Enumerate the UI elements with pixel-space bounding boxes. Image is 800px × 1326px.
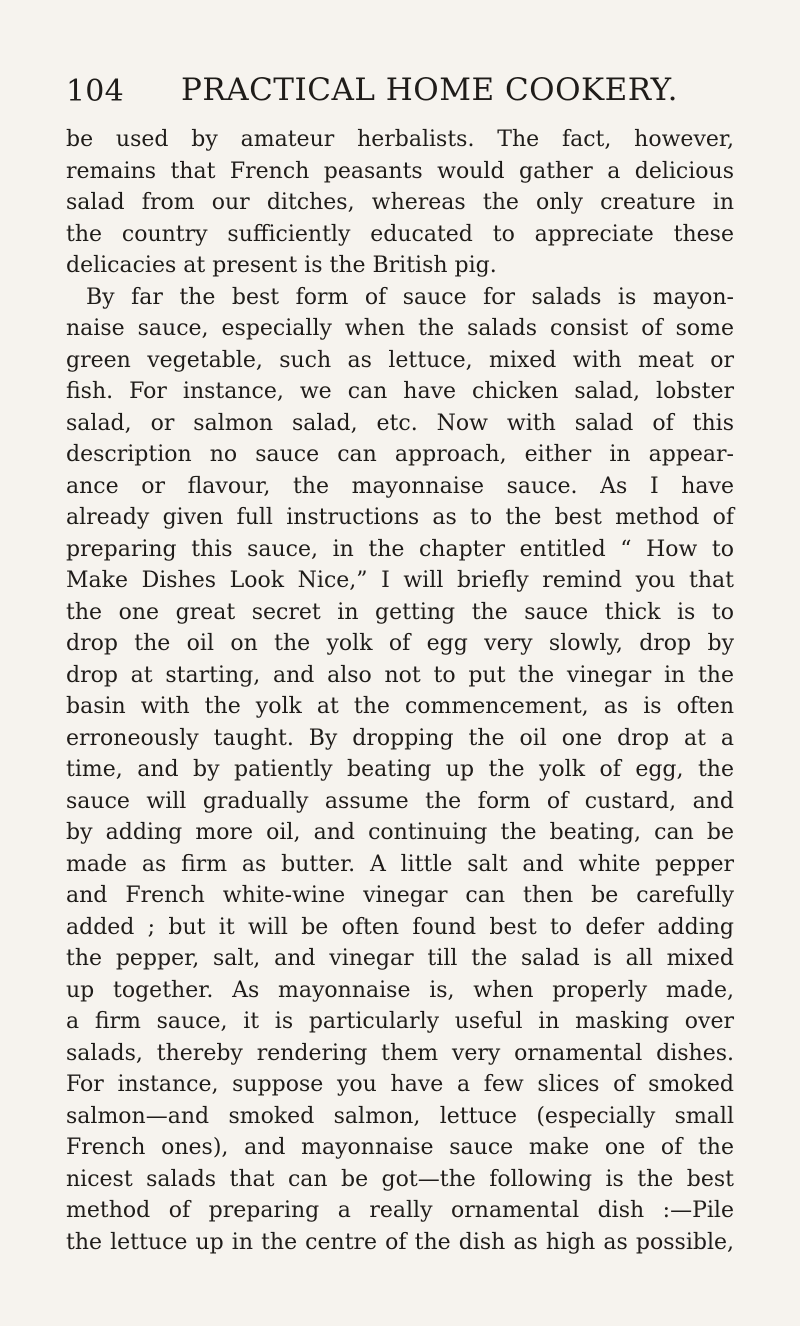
text-line: by adding more oil, and continuing the beating, can be [66, 820, 734, 845]
text-line: erroneously taught. By dropping the oil one drop at a [66, 725, 734, 751]
text-line: description no sauce can approach, either in appear- [66, 442, 734, 467]
text-line: up together. As mayonnaise is, when properly made, [66, 977, 734, 1003]
text-line: salad from our ditches, whereas the only creature in [66, 190, 734, 215]
text-line: nicest salads that can be got—the following is the best [66, 1166, 734, 1192]
text-line: already given full instructions as to the best method of [66, 505, 734, 530]
text-line: green vegetable, such as lettuce, mixed with meat or [66, 347, 734, 373]
text-line: Make Dishes Look Nice,” I will briefly remind you that [66, 568, 734, 593]
text-line: the lettuce up in the centre of the dish as high as possible, [66, 1229, 734, 1255]
text-line: made as firm as butter. A little salt and white pepper [66, 851, 734, 877]
text-line: and French white-wine vinegar can then be carefully [66, 883, 734, 908]
text-line: fish. For instance, we can have chicken salad, lobster [66, 379, 734, 404]
text-line: salads, thereby rendering them very ornamental dishes. [66, 1040, 734, 1066]
text-line: added ; but it will be often found best to defer adding [66, 914, 734, 940]
text-line: For instance, suppose you have a few slices of smoked [66, 1072, 734, 1097]
page-number: 104 [66, 74, 124, 109]
text-line: drop at starting, and also not to put the vinegar in the [66, 662, 734, 688]
text-line: delicacies at present is the British pig. [66, 253, 497, 278]
text-line: the country sufficiently educated to appreciate these [66, 221, 734, 247]
running-head: PRACTICAL HOME COOKERY. [181, 72, 678, 108]
text-line: sauce will gradually assume the form of custard, and [66, 788, 734, 814]
text-line: basin with the yolk at the commencement, as is often [66, 694, 734, 719]
text-line: naise sauce, especially when the salads consist of some [66, 316, 734, 341]
text-line: ance or flavour, the mayonnaise sauce. As I have [66, 473, 734, 499]
text-line: By far the best form of sauce for salads is mayon- [86, 284, 734, 310]
text-line: remains that French peasants would gather a delicious [66, 158, 734, 184]
text-line: French ones), and mayonnaise sauce make one of the [66, 1135, 734, 1160]
text-line: the pepper, salt, and vinegar till the salad is all mixed [66, 946, 734, 971]
text-line: preparing this sauce, in the chapter entitled “ How to [66, 536, 734, 562]
text-line: the one great secret in getting the sauce thick is to [66, 599, 734, 625]
text-line: salmon—and smoked salmon, lettuce (especially small [66, 1103, 734, 1129]
text-line: be used by amateur herbalists. The fact, however, [66, 127, 734, 152]
page-header [66, 72, 738, 112]
text-line: method of preparing a really ornamental dish :—Pile [66, 1198, 734, 1223]
text-line: salad, or salmon salad, etc. Now with salad of this [66, 410, 734, 436]
text-line: time, and by patiently beating up the yolk of egg, the [66, 757, 734, 782]
body-text [66, 124, 734, 1258]
text-line: a firm sauce, it is particularly useful in masking over [66, 1009, 734, 1034]
text-line: drop the oil on the yolk of egg very slowly, drop by [66, 631, 734, 656]
